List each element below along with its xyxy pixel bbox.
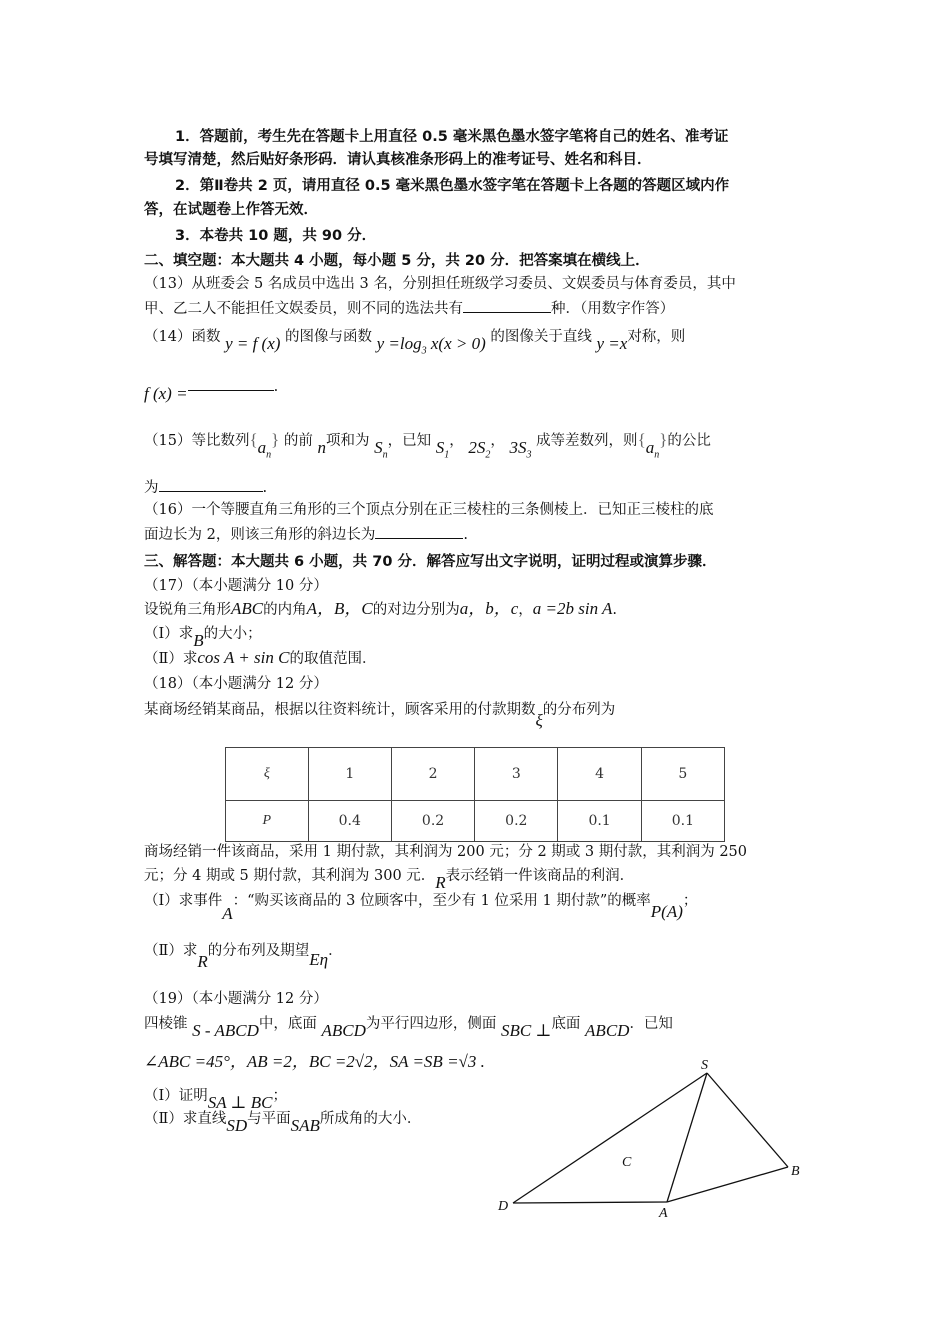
- section3-heading: 三、解答题：本大题共 6 小题，共 70 分．解答应写出文字说明，证明过程或演算步骤．: [144, 554, 717, 570]
- q18-part1-a: （Ⅰ）求事件: [144, 893, 223, 909]
- q18-part1-b: ：“购买该商品的 3 位顾客中，至少有 1 位采用 1 期付款”的概率: [232, 893, 651, 909]
- q19-pyramid: S - ABCD: [192, 1021, 259, 1040]
- q15-mid2: 项和为: [326, 433, 370, 449]
- brace-open-2: {: [637, 430, 646, 449]
- table-cell: 5: [641, 748, 724, 801]
- q15-end: .: [262, 480, 268, 496]
- edge-SA: [667, 1073, 707, 1202]
- q14-prefix: （14）函数: [144, 329, 221, 345]
- q18-xi: ξ: [535, 711, 543, 730]
- q18-R2: R: [197, 952, 208, 971]
- q19-part1-expr: SA ⊥ BC: [207, 1093, 273, 1112]
- q13-line1: （13）从班委会 5 名成员中选出 3 名，分别担任班级学习委员、文娱委员与体育委员，其中: [144, 276, 736, 292]
- S3: 3S: [509, 438, 527, 457]
- q17-angles: A，B，C: [306, 599, 373, 618]
- label-A: A: [659, 1206, 668, 1221]
- q19-l1e: ．已知: [629, 1016, 673, 1032]
- q19-sbc: SBC ⊥: [500, 1021, 552, 1040]
- table-cell: 0.1: [558, 801, 641, 842]
- table-header-xi: ξ: [226, 748, 309, 801]
- q17-title: （17）（本小题满分 10 分）: [144, 578, 328, 594]
- table-cell: 3: [475, 748, 558, 801]
- q14-log: y =log: [376, 334, 422, 353]
- S2-sub: 2: [485, 449, 491, 461]
- instruction-1-line1: 1．答题前，考生先在答题卡上用直径 0.5 毫米黑色墨水签字笔将自己的姓名、准考证: [175, 129, 729, 145]
- table-cell: 2: [391, 748, 474, 801]
- q17-stem-c: 的对边分别为: [372, 602, 460, 618]
- label-B: B: [791, 1164, 800, 1179]
- table-cell: 1: [308, 748, 391, 801]
- q17-stem-d: ，: [518, 602, 533, 618]
- q19-abcd-2: ABCD: [585, 1021, 630, 1040]
- q14-suffix: 对称，则: [627, 329, 686, 345]
- q17-abc: ABC: [231, 599, 264, 618]
- q14-log-arg: x(x > 0): [426, 334, 486, 353]
- Sn-sub: n: [382, 449, 388, 461]
- q17-expr: cos A + sin C: [197, 648, 290, 667]
- q19-sab: SAB: [290, 1116, 320, 1135]
- q18-part2-end: ．: [328, 943, 343, 959]
- edge-SB: [707, 1073, 788, 1167]
- q17-sides: a，b，c: [459, 599, 519, 618]
- instruction-3: 3．本卷共 10 题，共 90 分．: [175, 228, 377, 244]
- instruction-2-line1: 2．第Ⅱ卷共 2 页，请用直径 0.5 毫米黑色墨水签字笔在答题卡上各题的答题区域内作: [175, 178, 730, 194]
- an: a: [257, 438, 267, 457]
- q15-prefix: （15）等比数列: [144, 433, 250, 449]
- q19-l1d: 底面: [551, 1016, 581, 1032]
- section2-heading: 二、填空题：本大题共 4 小题，每小题 5 分，共 20 分．把答案填在横线上．: [144, 253, 650, 269]
- q18-part2-b: 的分布列及期望: [207, 943, 310, 959]
- q14-log-base: 3: [421, 345, 427, 357]
- q19-l1a: 四棱锥: [144, 1016, 188, 1032]
- table-cell: 0.4: [308, 801, 391, 842]
- q17-part1-a: （Ⅰ）求: [144, 626, 194, 642]
- q14-mid1: 的图像与函数: [285, 329, 373, 345]
- label-C: C: [622, 1155, 632, 1170]
- q18-A: A: [222, 904, 233, 923]
- q19-part2-a: （Ⅱ）求直线: [144, 1111, 227, 1127]
- table-cell: 0.2: [391, 801, 474, 842]
- q17-stem-a: 设锐角三角形: [144, 602, 231, 618]
- label-D: D: [498, 1199, 509, 1214]
- q15-n: n: [317, 438, 327, 457]
- q17-part1-b: 的大小；: [203, 626, 262, 642]
- q15-mid1: 的前: [283, 433, 313, 449]
- edge-AB: [667, 1167, 788, 1202]
- q15-an-2: $a_n$: [645, 438, 660, 461]
- q16-line1: （16）一个等腰直角三角形的三个顶点分别在正三棱柱的三条侧棱上．已知正三棱柱的底: [144, 502, 714, 518]
- q18-after2a: 元；分 4 期或 5 期付款，其利润为 300 元．: [144, 868, 436, 884]
- q13-text: 甲、乙二人不能担任文娱委员，则不同的选法共有: [144, 301, 463, 317]
- q19-part2-c: 所成角的大小．: [319, 1111, 422, 1127]
- table-cell: 4: [558, 748, 641, 801]
- q15-line2-text: 为: [144, 480, 159, 496]
- q15-line1: （15）等比数列$\{a_n\}$ 的前 n项和为 $S_n$，已知 $S_1$， $2S_2$， $3S_3$ 成等差数列，则$\{a_n\}$的公比: [144, 430, 711, 461]
- S2: 2S: [468, 438, 486, 457]
- q19-title: （19）（本小题满分 12 分）: [144, 991, 328, 1007]
- instruction-2-line2: 答，在试题卷上作答无效．: [144, 202, 318, 218]
- q15-mid3: ，已知: [387, 433, 432, 449]
- q16-end: .: [463, 527, 468, 543]
- edge-SD: [513, 1073, 707, 1203]
- brace-close-2: }: [659, 430, 668, 449]
- q17-part2-b: 的取值范围．: [289, 651, 377, 667]
- q19-l1b: 中，底面: [258, 1016, 317, 1032]
- q18-title: （18）（本小题满分 12 分）: [144, 676, 328, 692]
- q17-stem-end: .: [612, 602, 618, 618]
- q14-formula-fx: y = f (x): [225, 334, 281, 353]
- q18-PA: P(A): [650, 902, 683, 921]
- q19-sd: SD: [226, 1116, 248, 1135]
- edge-DA: [513, 1202, 667, 1203]
- q19-part2-b: 与平面: [247, 1111, 291, 1127]
- S1: S: [435, 438, 445, 457]
- q14-mid2: 的图像关于直线: [490, 329, 592, 345]
- an-sub: n: [266, 449, 272, 461]
- q19-line2: ∠ABC =45°，AB =2，BC =2√2，SA =SB =√3 .: [144, 1052, 485, 1071]
- q19-part1-end: ；: [272, 1088, 288, 1104]
- q15-mid4: 成等差数列，则: [536, 433, 638, 449]
- q14-answer-prefix: f (x) =: [144, 384, 188, 403]
- q18-after1: 商场经销一件该商品，采用 1 期付款，其利润为 200 元；分 2 期或 3 期付款，其利润为 250: [144, 844, 748, 860]
- table-cell: 0.1: [641, 801, 724, 842]
- label-S: S: [701, 1058, 708, 1073]
- S3-sub: 3: [526, 449, 532, 461]
- q17-stem-b: 的内角: [263, 602, 307, 618]
- instruction-1-line2: 号填写清楚，然后贴好条形码．请认真核准条形码上的准考证号、姓名和科目．: [144, 152, 652, 168]
- brace-open: {: [249, 430, 258, 449]
- q13-text-end: 种．（用数字作答）: [551, 301, 675, 317]
- Sn: S: [374, 438, 383, 457]
- q18-stem-text: 某商场经销某商品，根据以往资料统计，顾客采用的付款期数: [144, 702, 536, 718]
- q14-formula-yx: y =x: [596, 334, 628, 353]
- q16-text: 面边长为 2，则该三角形的斜边长为: [144, 527, 376, 543]
- q17-part2-a: （Ⅱ）求: [144, 651, 198, 667]
- q18-R: R: [435, 873, 446, 892]
- q19-l1c: 为平行四边形，侧面: [365, 1016, 497, 1032]
- q19-part1-a: （Ⅰ）证明: [144, 1088, 208, 1104]
- q15-suffix: 的公比: [667, 433, 711, 449]
- S1-sub: 1: [444, 449, 450, 461]
- q14-end: .: [273, 379, 279, 395]
- q18-part2-a: （Ⅱ）求: [144, 943, 198, 959]
- q18-E: Eη: [309, 950, 329, 969]
- q19-abcd: ABCD: [321, 1021, 366, 1040]
- brace-close: }: [271, 430, 280, 449]
- q17-equation: a =2b sin A: [532, 599, 613, 618]
- q18-part1-end: ；: [682, 893, 698, 909]
- q18-stem-end: 的分布列为: [542, 702, 616, 718]
- q17-B: B: [193, 631, 204, 650]
- table-header-p: P: [226, 801, 309, 842]
- q18-after2b: 表示经销一件该商品的利润．: [445, 868, 635, 884]
- table-cell: 0.2: [475, 801, 558, 842]
